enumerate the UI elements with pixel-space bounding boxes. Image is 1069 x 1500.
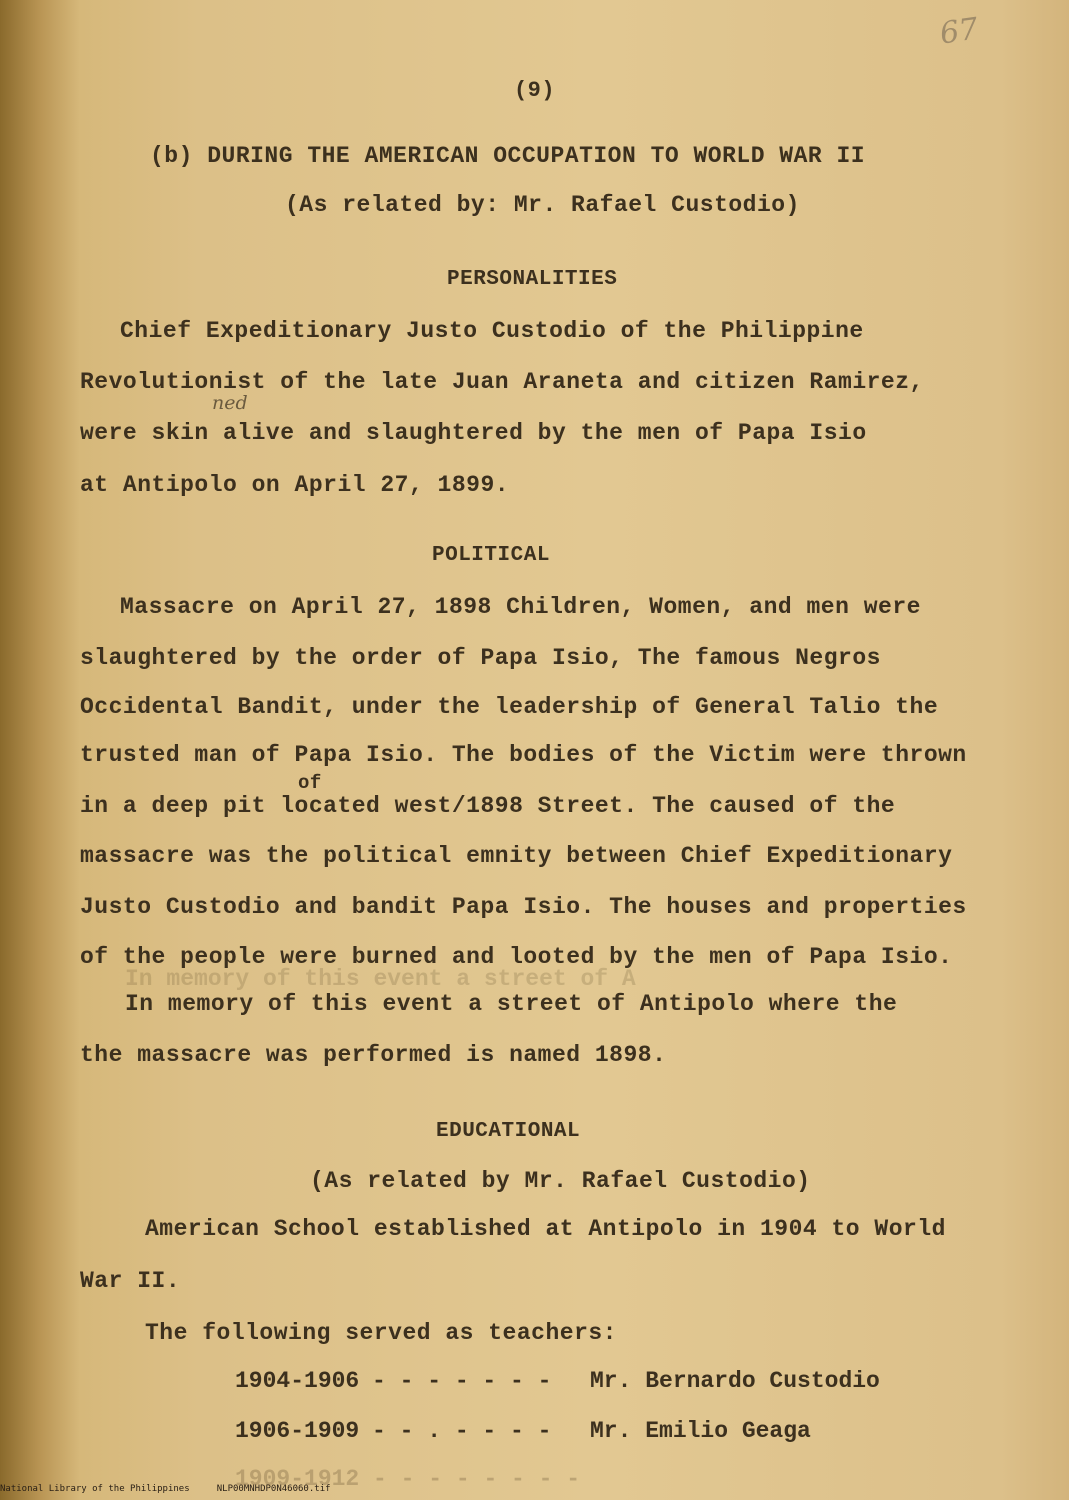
teacher-name: Mr. Bernardo Custodio (590, 1368, 880, 1394)
political-line-3: Occidental Bandit, under the leadership of General Talio the (80, 694, 939, 720)
personalities-line-2: Revolutionist of the late Juan Araneta and citizen Ramirez, (80, 369, 924, 395)
teacher-leader-dashes: - - . - - - - (372, 1418, 552, 1444)
teacher-leader-dashes: - - - - - - - (372, 1368, 552, 1394)
political-line-8: of the people were burned and looted by the men of Papa Isio. (80, 944, 953, 970)
personalities-line-3: were skin alive and slaughtered by the men of Papa Isio (80, 420, 867, 446)
political-line-2: slaughtered by the order of Papa Isio, The famous Negros (80, 645, 881, 671)
educational-subtitle: (As related by Mr. Rafael Custodio) (310, 1168, 811, 1194)
political-line-9: In memory of this event a street of Antipolo where the (125, 991, 898, 1017)
political-line-6: massacre was the political emnity between Chief Expeditionary (80, 843, 953, 869)
political-line-10: the massacre was performed is named 1898. (80, 1042, 667, 1068)
struck-through-line: In memory of this event a street of A (125, 966, 636, 992)
cut-off-line: 1909-1912 - - - - - - - - (235, 1466, 581, 1492)
political-line-7: Justo Custodio and bandit Papa Isio. The houses and properties (80, 894, 967, 920)
personalities-line-1: Chief Expeditionary Justo Custodio of the Philippine (120, 318, 864, 344)
educational-line-2: War II. (80, 1268, 181, 1294)
political-line-4: trusted man of Papa Isio. The bodies of the Victim were thrown (80, 742, 967, 768)
personalities-title: PERSONALITIES (447, 268, 618, 291)
handwritten-page-mark: 67 (937, 11, 981, 52)
teacher-years: 1904-1906 (235, 1368, 360, 1394)
section-subheading: (As related by: Mr. Rafael Custodio) (285, 192, 800, 218)
political-line-5: in a deep pit located west/1898 Street. The caused of the (80, 793, 896, 819)
political-title: POLITICAL (432, 544, 550, 567)
archive-footer: National Library of the Philippines NLP00MNHDP0N46060.tif (0, 1484, 331, 1494)
educational-line-3: The following served as teachers: (145, 1320, 617, 1346)
teacher-years: 1906-1909 (235, 1418, 360, 1444)
educational-line-1: American School established at Antipolo in 1904 to World (145, 1216, 946, 1242)
political-line-1: Massacre on April 27, 1898 Children, Women, and men were (120, 594, 921, 620)
personalities-line-4: at Antipolo on April 27, 1899. (80, 472, 510, 498)
handwritten-insertion: ned (212, 392, 248, 414)
teacher-name: Mr. Emilio Geaga (590, 1418, 811, 1444)
section-heading: (b) DURING THE AMERICAN OCCUPATION TO WORLD WAR II (150, 143, 866, 169)
typed-insertion: of (298, 772, 322, 794)
educational-title: EDUCATIONAL (436, 1120, 581, 1143)
page-number: (9) (513, 78, 556, 103)
